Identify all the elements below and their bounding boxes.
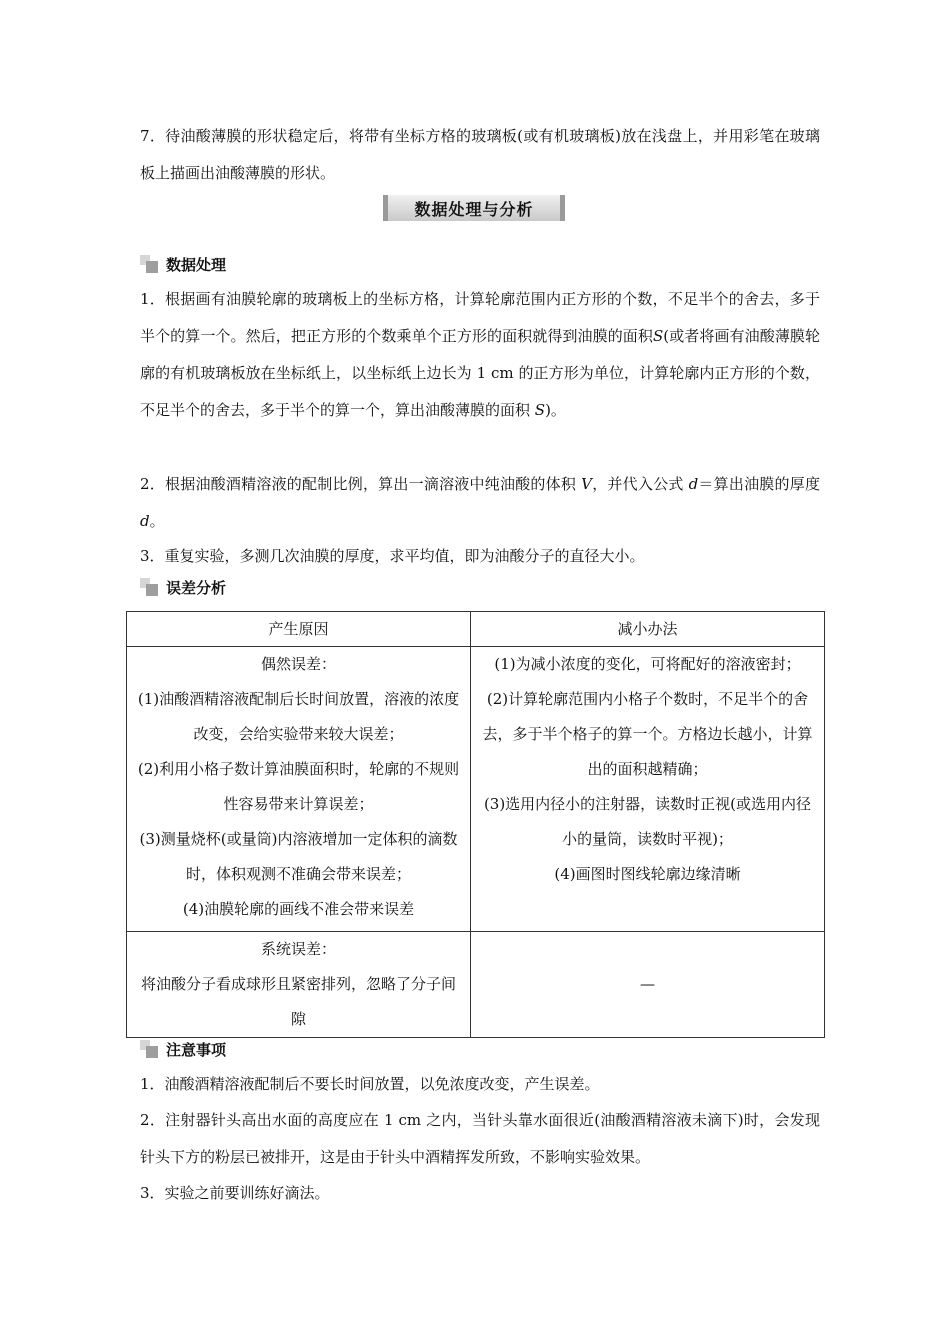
random-error-causes — [127, 647, 471, 932]
notes-item-2: 2．注射器针头高出水面的高度应在 1 cm 之内，当针头靠水面很近(油酸酒精溶液未滴下)时，会发现针头下方的粉层已被排开，这是由于针头中酒精挥发所致，不影响实验效果。 — [140, 1111, 820, 1166]
item-2-text-c: ＝算出油膜的厚度 — [698, 475, 820, 493]
symbol-S: S — [652, 327, 664, 345]
remedy-line: (2)计算轮廓范围内小格子个数时，不足半个的舍去，多于半个格子的算一个。方格边长越小，计算出的面积越精确； — [482, 690, 813, 778]
symbol-V: V — [581, 475, 592, 493]
table-row — [127, 932, 825, 1038]
header-cause: 产生原因 — [127, 612, 471, 647]
data-processing-item-3: 3．重复实验，多测几次油膜的厚度，求平均值，即为油酸分子的直径大小。 — [140, 547, 645, 565]
symbol-S: S — [534, 401, 546, 419]
systematic-error-remedy: — — [471, 932, 825, 1038]
header-remedy: 减小办法 — [471, 612, 825, 647]
error-analysis-heading — [140, 576, 226, 598]
data-processing-item-2 — [140, 466, 820, 540]
error-analysis-heading-text: 误差分析 — [166, 578, 227, 597]
section-banner-title: 数据处理与分析 — [414, 199, 534, 219]
notes-heading — [140, 1038, 226, 1060]
data-processing-heading-text: 数据处理 — [166, 255, 227, 274]
item-2-text-a: 2．根据油酸酒精溶液的配制比例，算出一滴溶液中纯油酸的体积 — [140, 475, 582, 493]
systematic-error-causes — [127, 932, 471, 1038]
error-analysis-table — [126, 611, 825, 1038]
notes-item-3: 3．实验之前要训练好滴法。 — [140, 1184, 330, 1202]
notes-item-1: 1．油酸酒精溶液配制后不要长时间放置，以免浓度改变，产生误差。 — [140, 1075, 600, 1093]
table-header-row — [127, 612, 825, 647]
remedy-line: (3)选用内径小的注射器，读数时正视(或选用内径小的量筒，读数时平视)； — [483, 795, 812, 848]
cause-line: (4)油膜轮廓的画线不准会带来误差 — [182, 900, 415, 918]
data-processing-item-1 — [140, 281, 820, 429]
random-error-remedies — [471, 647, 825, 932]
step-7-paragraph: 7．待油酸薄膜的形状稳定后，将带有坐标方格的玻璃板(或有机玻璃板)放在浅盘上，并用彩笔在玻璃板上描画出油酸薄膜的形状。 — [140, 127, 820, 182]
cause-line: (1)油酸酒精溶液配制后长时间放置，溶液的浓度改变，会给实验带来较大误差； — [137, 690, 460, 743]
table-row — [127, 647, 825, 932]
cause-line: 系统误差： — [260, 940, 336, 958]
section-square-icon — [140, 578, 158, 596]
cause-line: (2)利用小格子数计算油膜面积时，轮廓的不规则性容易带来计算误差； — [137, 760, 460, 813]
remedy-line: (1)为减小浓度的变化，可将配好的溶液密封； — [494, 655, 801, 673]
section-square-icon — [140, 1040, 158, 1058]
data-processing-heading — [140, 253, 226, 275]
item-1-text-c: )。 — [545, 401, 566, 419]
cause-line: 将油酸分子看成球形且紧密排列，忽略了分子间隙 — [140, 975, 456, 1028]
section-banner — [383, 195, 565, 221]
notes-heading-text: 注意事项 — [166, 1040, 227, 1059]
item-2-text-b: ，并代入公式 — [591, 475, 689, 493]
item-1-text-a: 1．根据画有油膜轮廓的玻璃板上的坐标方格，计算轮廓范围内正方形的个数，不足半个的舍去，多于半个的算一个。然后，把正方形的个数乘单个正方形的面积就得到油膜的面积 — [140, 290, 820, 345]
item-1-text-b: (或者将画有油酸薄膜轮廓的有机玻璃板放在坐标纸上，以坐标纸上边长为 1 cm 的正方形为单位，计算轮廓内正方形的个数，不足半个的舍去，多于半个的算一个，算出油酸薄膜的面积 — [140, 327, 820, 419]
item-2-text-d: 。 — [149, 512, 165, 530]
remedy-line: (4)画图时图线轮廓边缘清晰 — [554, 865, 741, 883]
symbol-d: d — [688, 475, 699, 493]
cause-line: (3)测量烧杯(或量筒)内溶液增加一定体积的滴数时，体积观测不准确会带来误差； — [139, 830, 458, 883]
section-square-icon — [140, 255, 158, 273]
cause-line: 偶然误差： — [260, 655, 336, 673]
symbol-d: d — [140, 512, 150, 530]
